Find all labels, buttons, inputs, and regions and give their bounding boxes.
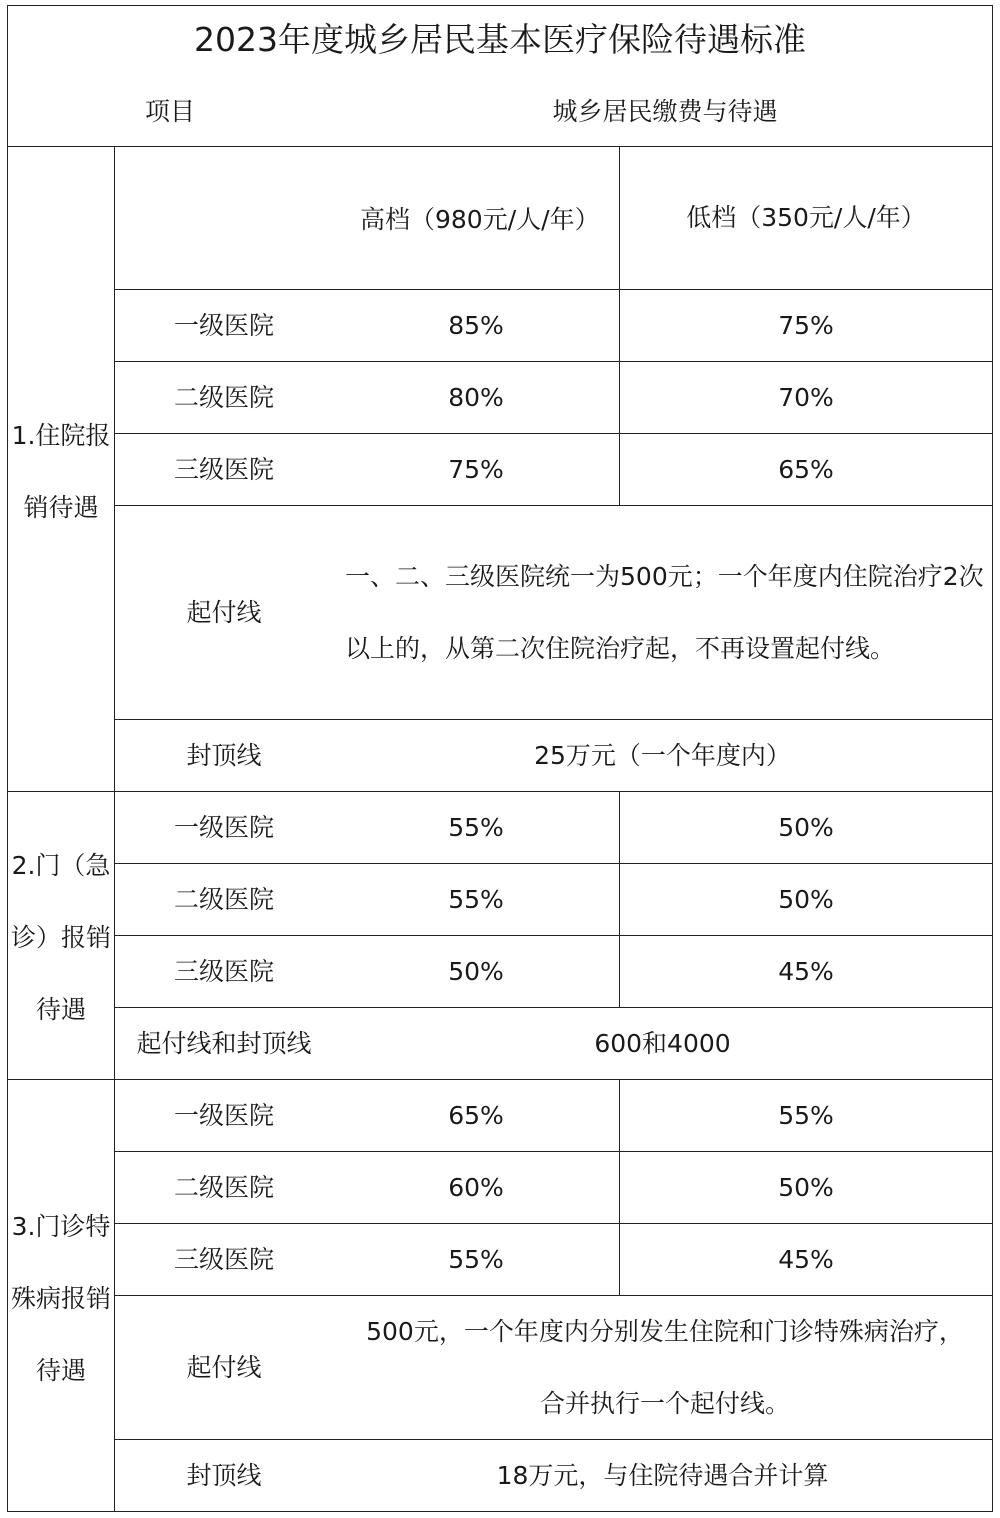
row-high: 65% — [448, 1100, 504, 1130]
deductible-label: 起付线 — [186, 597, 262, 627]
row-high: 50% — [448, 956, 504, 986]
row-high: 75% — [448, 454, 504, 484]
deductible-label: 起付线 — [186, 1352, 262, 1382]
row-level: 二级医院 — [173, 884, 274, 914]
tier-high-header: 高档（980元/人/年） — [360, 205, 600, 234]
header-group: 城乡居民缴费与待遇 — [552, 97, 778, 126]
cap-text: 25万元（一个年度内） — [534, 740, 791, 770]
cap-text: 18万元，与住院待遇合并计算 — [496, 1460, 829, 1490]
row-low: 55% — [778, 1100, 834, 1130]
section-special-label: 3.门诊特殊病报销待遇 — [10, 1212, 111, 1385]
section-outpatient-label: 2.门（急诊）报销待遇 — [10, 851, 111, 1024]
row-low: 45% — [778, 1244, 834, 1274]
row-low: 65% — [778, 454, 834, 484]
header-item: 项目 — [144, 97, 195, 126]
row-low: 70% — [778, 382, 834, 412]
row-low: 45% — [778, 956, 834, 986]
deductible-text: 一、二、三级医院统一为500元；一个年度内住院治疗2次以上的，从第二次住院治疗起，不再设置起付线。 — [345, 561, 984, 663]
page-title: 2023年度城乡居民基本医疗保险待遇标准 — [194, 20, 806, 59]
row-high: 80% — [448, 382, 504, 412]
row-low: 75% — [778, 310, 834, 340]
deductible-text: 500元，一个年度内分别发生住院和门诊特殊病治疗，合并执行一个起付线。 — [366, 1316, 964, 1418]
combined-text: 600和4000 — [594, 1028, 731, 1058]
row-level: 二级医院 — [173, 1172, 274, 1202]
tier-low-header: 低档（350元/人/年） — [686, 203, 926, 232]
row-level: 一级医院 — [173, 310, 274, 340]
table-border-right — [992, 5, 993, 1512]
row-high: 55% — [448, 1244, 504, 1274]
row-low: 50% — [778, 812, 834, 842]
combined-label: 起付线和封顶线 — [136, 1028, 312, 1058]
row-high: 55% — [448, 884, 504, 914]
row-level: 三级医院 — [173, 454, 274, 484]
row-high: 85% — [448, 310, 504, 340]
cap-label: 封顶线 — [186, 740, 262, 770]
row-high: 60% — [448, 1172, 504, 1202]
section-inpatient-label: 1.住院报销待遇 — [11, 421, 111, 522]
row-level: 二级医院 — [173, 382, 274, 412]
row-high: 55% — [448, 812, 504, 842]
row-low: 50% — [778, 884, 834, 914]
row-level: 三级医院 — [173, 956, 274, 986]
table-border-top — [7, 5, 993, 6]
row-level: 一级医院 — [173, 1100, 274, 1130]
row-level: 三级医院 — [173, 1244, 274, 1274]
row-level: 一级医院 — [173, 812, 274, 842]
row-low: 50% — [778, 1172, 834, 1202]
cap-label: 封顶线 — [186, 1460, 262, 1490]
